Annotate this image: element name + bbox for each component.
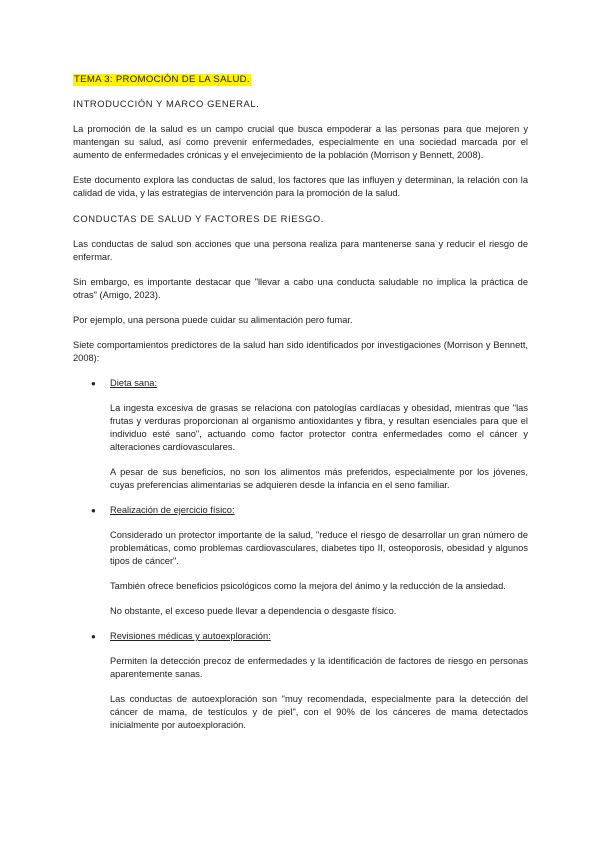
bullet-icon: ● <box>91 506 96 515</box>
section-heading-conducts: CONDUCTAS DE SALUD Y FACTORES DE RIESGO. <box>73 213 324 224</box>
list-item-paragraph: No obstante, el exceso puede llevar a dependencia o desgaste físico. <box>110 606 397 616</box>
paragraph-intro-1: La promoción de la salud es un campo crucial que busca empoderar a las personas para que mejoren y mantengan su salud, así como prevenir enfermedades, especialmente en una sociedad marcada por el aumento de enfermedades crónicas y el envejecimiento de la población (Morrison y Bennett, 2008). <box>73 124 528 160</box>
paragraph-intro-2: Este documento explora las conductas de salud, los factores que las influyen y determinan, la relación con la calidad de vida, y las estrategias de intervención para la promoción de la salud. <box>73 175 528 198</box>
paragraph-conducts-4: Siete comportamientos predictores de la salud han sido identificados por investigaciones (Morrison y Bennett, 2008): <box>73 340 528 363</box>
list-item-title: Dieta sana: <box>110 378 158 388</box>
list-item-exercise <box>73 504 528 618</box>
list-item-diet <box>73 377 528 492</box>
behaviours-list <box>73 377 528 732</box>
list-item-title: Realización de ejercicio físico: <box>110 505 235 515</box>
page-title: TEMA 3: PROMOCIÓN DE LA SALUD. <box>74 74 250 85</box>
list-item-paragraph: Las conductas de autoexploración son "muy recomendada, especialmente para la detección del cáncer de mama, de testículos y de piel", con el 90% de los cánceres de mama detectados inicialmente por autoexploración. <box>110 694 528 730</box>
paragraph-conducts-2: Sin embargo, es importante destacar que "llevar a cabo una conducta saludable no implica la práctica de otras" (Amigo, 2023). <box>73 277 528 300</box>
list-item-paragraph: También ofrece beneficios psicológicos como la mejora del ánimo y la reducción de la ansiedad. <box>110 581 506 591</box>
list-item-paragraph: A pesar de sus beneficios, no son los alimentos más preferidos, especialmente por los jóvenes, cuyas preferencias alimentarias se adquieren desde la infancia en el seno familiar. <box>110 467 528 490</box>
section-heading-intro: INTRODUCCIÓN Y MARCO GENERAL. <box>73 98 260 109</box>
paragraph-conducts-3: Por ejemplo, una persona puede cuidar su alimentación pero fumar. <box>73 315 353 325</box>
bullet-icon: ● <box>91 379 96 388</box>
list-item-paragraph: Permiten la detección precoz de enfermedades y la identificación de factores de riesgo en personas aparentemente sanas. <box>110 656 528 679</box>
list-item-title: Revisiones médicas y autoexploración: <box>110 631 271 641</box>
document-content <box>73 73 528 744</box>
bullet-icon: ● <box>91 632 96 641</box>
list-item-paragraph: Considerado un protector importante de la salud, "reduce el riesgo de desarrollar un gran número de problemáticas, como problemas cardiovasculares, diabetes tipo II, osteoporosis, obesidad y algunos tipos de cáncer". <box>110 530 528 566</box>
paragraph-conducts-1: Las conductas de salud son acciones que una persona realiza para mantenerse sana y reducir el riesgo de enfermar. <box>73 239 528 262</box>
list-item-checkups <box>73 630 528 732</box>
list-item-paragraph: La ingesta excesiva de grasas se relaciona con patologías cardíacas y obesidad, mientras que "las frutas y verduras proporcionan al organismo antioxidantes y fibra, y resultan esenciales para que el individuo esté sano", actuando como factor protector contra enfermedades como el cáncer y alteraciones cardiovasculares. <box>110 403 528 452</box>
